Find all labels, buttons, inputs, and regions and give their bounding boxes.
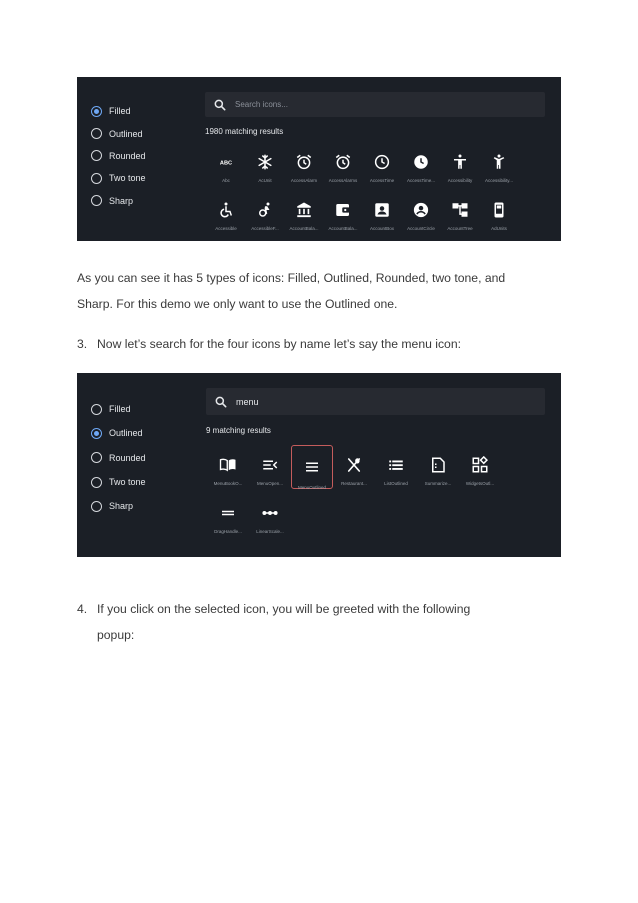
style-option-two-tone[interactable]: [91, 167, 146, 189]
widgets-icon: [471, 456, 489, 474]
result-count: 9 matching results: [206, 426, 271, 435]
restaurant-menu-icon: [345, 456, 363, 474]
accessible-icon: [217, 201, 235, 219]
radio[interactable]: [91, 173, 102, 184]
material-icons-screenshot-outlined: [77, 373, 561, 557]
ad-units-icon: [490, 201, 508, 219]
icon-result[interactable]: [440, 196, 480, 231]
style-label: Sharp: [109, 195, 134, 206]
ac-unit-icon: [256, 153, 274, 171]
icon-result[interactable]: [245, 196, 285, 231]
icon-result-name: DragHandle...: [214, 529, 242, 534]
icon-result-name: Accessibility...: [485, 178, 513, 183]
accessibility-icon: [451, 153, 469, 171]
icon-result-name: Accessibility: [447, 178, 473, 183]
accessible-forward-icon: [256, 201, 274, 219]
icon-result[interactable]: [292, 451, 332, 490]
style-label: Sharp: [109, 501, 134, 512]
icon-result-name: Accessible: [215, 226, 237, 231]
style-option-two-tone[interactable]: [91, 470, 146, 494]
list-icon: [387, 456, 405, 474]
icon-result[interactable]: [206, 196, 246, 231]
icon-result-name: AccountTree: [447, 226, 473, 231]
icon-result-name: Abc: [222, 178, 230, 183]
style-label: Rounded: [109, 150, 146, 161]
account-balance-wallet-icon: [334, 201, 352, 219]
style-option-filled[interactable]: [91, 397, 146, 421]
account-circle-icon: [412, 201, 430, 219]
search-icon: [214, 395, 228, 409]
radio[interactable]: [91, 195, 102, 206]
icon-result-name: AccessAlarms: [328, 178, 358, 183]
account-balance-icon: [295, 201, 313, 219]
abc-icon: [217, 153, 235, 171]
icon-result-name: AccountCircle: [407, 226, 435, 231]
icon-style-radio-group: [91, 100, 146, 212]
selected-icon-highlight[interactable]: [291, 445, 333, 489]
radio[interactable]: [91, 128, 102, 139]
icon-result[interactable]: [362, 196, 402, 231]
icon-result-name: AccessAlarm: [290, 178, 318, 183]
menu-icon: [303, 458, 321, 476]
style-option-outlined[interactable]: [91, 421, 146, 445]
icon-result-name: AccountBox: [369, 226, 394, 231]
style-option-sharp[interactable]: [91, 494, 146, 518]
icon-result[interactable]: [401, 148, 441, 183]
linear-scale-icon: [261, 504, 279, 522]
icon-result[interactable]: [208, 451, 248, 486]
paragraph-line: As you can see it has 5 types of icons: Filled, Outlined, Rounded, two tone, and: [77, 271, 506, 285]
icon-result-name: Restaurant...: [341, 481, 367, 486]
style-option-filled[interactable]: [91, 100, 146, 122]
icon-result[interactable]: [245, 148, 285, 183]
search-input[interactable]: [206, 388, 545, 415]
style-label: Two tone: [109, 477, 146, 488]
paragraph-line: If you click on the selected icon, you will be greeted with the following: [97, 602, 471, 616]
icon-result[interactable]: [460, 451, 500, 486]
icon-result-name: MenuOpen...: [256, 481, 283, 486]
icon-result[interactable]: [284, 196, 324, 231]
icon-result-name: AccessTime...: [406, 178, 436, 183]
icon-result[interactable]: [479, 196, 519, 231]
icon-result-name: AccessTime: [369, 178, 395, 183]
search-icon: [213, 98, 227, 112]
access-alarms-icon: [334, 153, 352, 171]
icon-result-name: MenuOutlined: [297, 485, 327, 490]
icon-result[interactable]: [334, 451, 374, 486]
icon-result[interactable]: [362, 148, 402, 183]
style-label: Two tone: [109, 173, 146, 184]
style-label: Outlined: [109, 128, 143, 139]
menu-book-icon: [219, 456, 237, 474]
material-icons-screenshot-filled: [77, 77, 561, 241]
icon-result[interactable]: [206, 148, 246, 183]
icon-result-name: WidgetsOutl...: [465, 481, 495, 486]
svg-text:ABC: ABC: [219, 160, 233, 167]
icon-result-name: MenuBookO...: [213, 481, 243, 486]
style-option-sharp[interactable]: [91, 190, 146, 212]
radio[interactable]: [91, 452, 102, 463]
radio[interactable]: [91, 501, 102, 512]
style-option-rounded[interactable]: [91, 446, 146, 470]
step-number: 4.: [77, 602, 88, 616]
step-text: Now let’s search for the four icons by name let’s say the menu icon:: [97, 337, 461, 351]
icon-result[interactable]: [250, 499, 290, 534]
icon-result-name: AccessibleF...: [251, 226, 279, 231]
icon-result[interactable]: [479, 148, 519, 183]
account-box-icon: [373, 201, 391, 219]
icon-result[interactable]: [440, 148, 480, 183]
icon-result[interactable]: [284, 148, 324, 183]
access-alarm-icon: [295, 153, 313, 171]
icon-result[interactable]: [250, 451, 290, 486]
icon-result[interactable]: [401, 196, 441, 231]
radio[interactable]: [91, 404, 102, 415]
style-label: Filled: [109, 106, 131, 117]
icon-style-radio-group: [91, 397, 146, 518]
step-text: [97, 596, 567, 648]
style-label: Outlined: [109, 428, 143, 439]
radio-selected[interactable]: [91, 106, 102, 117]
icon-result-name: LinearScale...: [256, 529, 284, 534]
style-option-outlined[interactable]: [91, 122, 146, 144]
body-paragraph: [77, 265, 577, 317]
search-placeholder: Search icons...: [235, 100, 288, 109]
search-input[interactable]: [205, 92, 545, 117]
paragraph-line: popup:: [97, 628, 135, 642]
icon-result-name: AccountBala...: [289, 226, 319, 231]
icon-result-name: AdUnits: [491, 226, 507, 231]
paragraph-line: Sharp. For this demo we only want to use the Outlined one.: [77, 297, 398, 311]
icon-result[interactable]: [418, 451, 458, 486]
result-count: 1980 matching results: [205, 127, 284, 136]
icon-result[interactable]: [208, 499, 248, 534]
icon-result-name: Summarize...: [424, 481, 452, 486]
access-time-filled-icon: [412, 153, 430, 171]
menu-open-icon: [261, 456, 279, 474]
style-label: Filled: [109, 404, 131, 415]
icon-result[interactable]: [376, 451, 416, 486]
step-number: 3.: [77, 337, 88, 351]
radio[interactable]: [91, 150, 102, 161]
icon-result-name: AccountBala...: [328, 226, 358, 231]
access-time-icon: [373, 153, 391, 171]
icon-result[interactable]: [323, 148, 363, 183]
icon-result[interactable]: [323, 196, 363, 231]
search-value: menu: [236, 396, 259, 407]
radio-selected[interactable]: [91, 428, 102, 439]
style-label: Rounded: [109, 452, 146, 463]
style-option-rounded[interactable]: [91, 145, 146, 167]
drag-handle-icon: [219, 504, 237, 522]
radio[interactable]: [91, 477, 102, 488]
icon-result-name: ListOutlined: [384, 481, 408, 486]
icon-result-name: AcUnit: [258, 178, 272, 183]
account-tree-icon: [451, 201, 469, 219]
accessibility-new-icon: [490, 153, 508, 171]
summarize-icon: [429, 456, 447, 474]
